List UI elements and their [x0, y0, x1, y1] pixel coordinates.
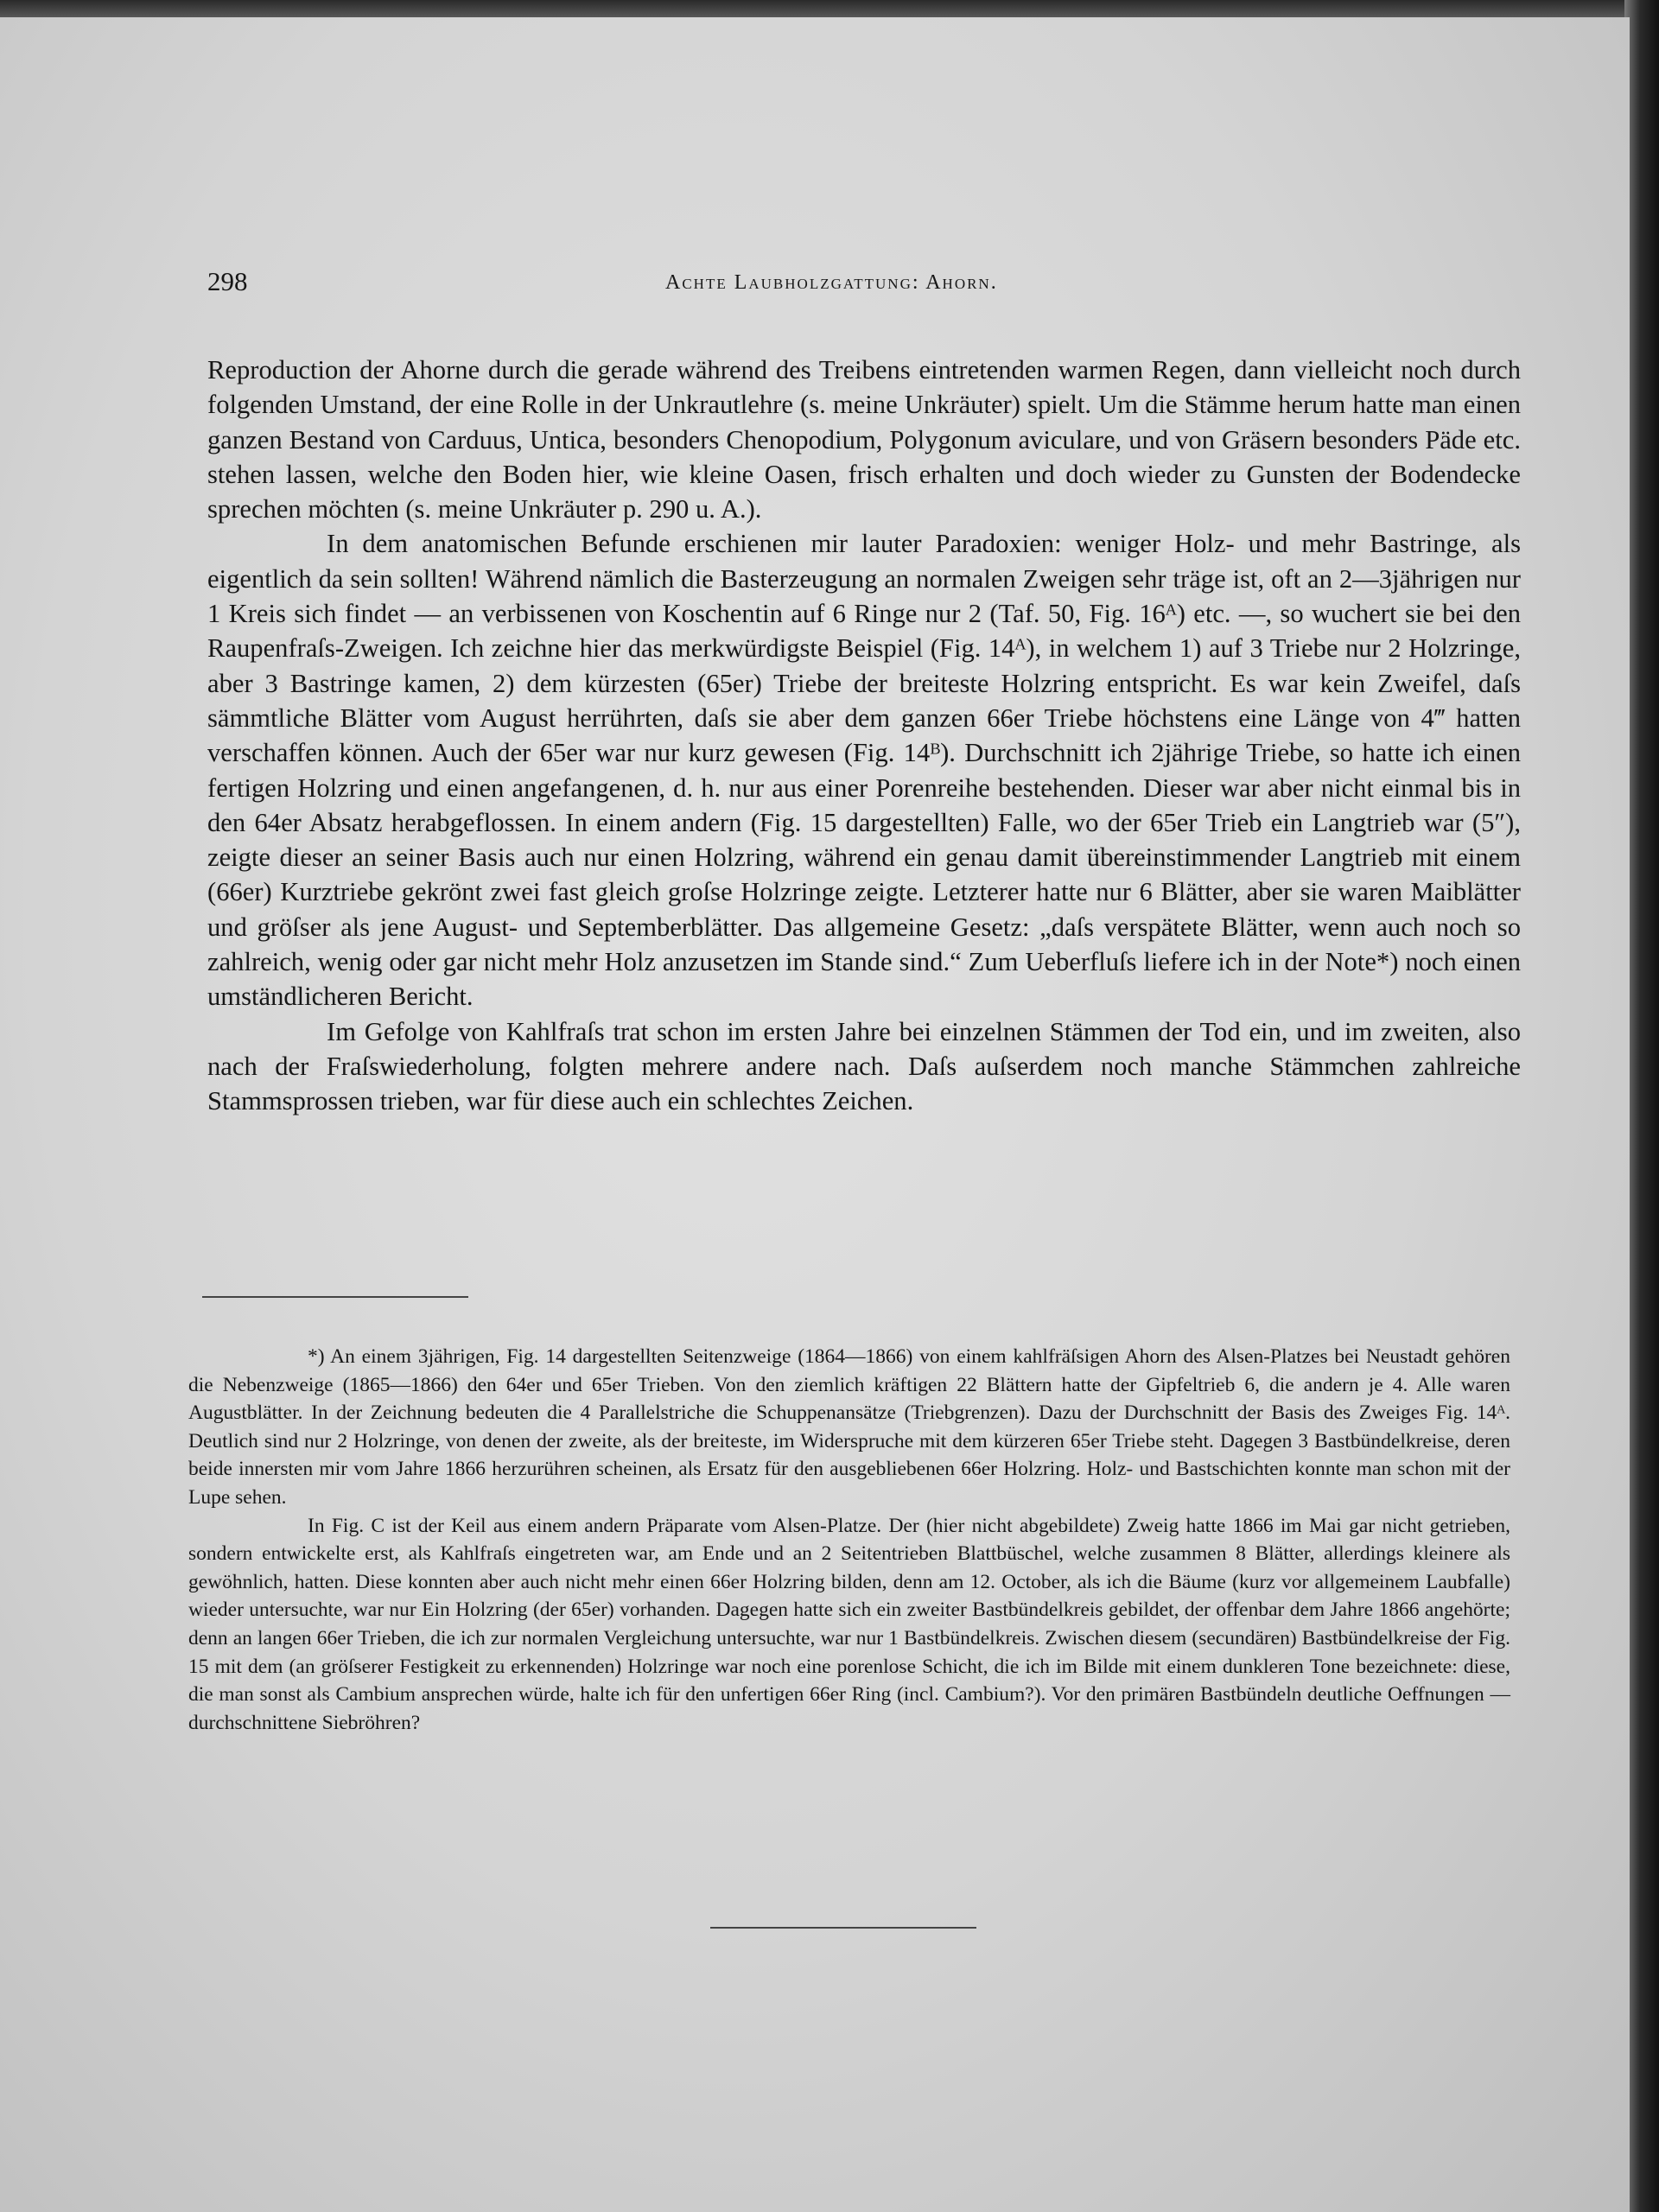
paragraph: Reproduction der Ahorne durch die gerade während des Treibens eintretenden warmen Regen, dann vielleicht noch durch folgenden Umstand, der eine Rolle in der Unkrautlehre (s. meine Unkräuter) spielt. Um die Stämme herum hatte man einen ganzen Bestand von Carduus, Untica, besonders Chenopodium, Polygonum aviculare, und von Gräsern besonders Päde etc. stehen lassen, welche den Boden hier, wie kleine Oasen, frisch erhalten und doch wieder zu Gunsten der Bodendecke sprechen möchten (s. meine Unkräuter p. 290 u. A.). — [207, 355, 1521, 524]
page-header — [207, 266, 1521, 306]
section-end-rule — [710, 1927, 976, 1929]
main-text — [207, 353, 1521, 1119]
book-page — [0, 17, 1630, 2212]
paragraph: Im Gefolge von Kahlfraſs trat schon im ersten Jahre bei einzelnen Stämmen der Tod ein, und im zweiten, also nach der Fraſswiederholung, folgten mehrere andere nach. Daſs auſserdem noch manche Stämmchen zahlreiche Stammsprossen trieben, war für diese auch ein schlechtes Zeichen. — [207, 1016, 1521, 1116]
footnotes — [188, 1343, 1510, 1737]
paragraph: In dem anatomischen Befunde erschienen mir lauter Paradoxien: weniger Holz- und mehr Bastringe, als eigentlich da sein sollten! Während nämlich die Basterzeugung an normalen Zweigen sehr träge ist, oft an 2—3jährigen nur 1 Kreis sich findet — an verbissenen von Koschentin auf 6 Ringe nur 2 (Taf. 50, Fig. 16ᴬ) etc. —, so wuchert sie bei den Raupenfraſs-Zweigen. Ich zeichne hier das merkwürdigste Beispiel (Fig. 14ᴬ), in welchem 1) auf 3 Triebe nur 2 Holzringe, aber 3 Bastringe kamen, 2) dem kürzesten (65er) Triebe der breiteste Holzring entspricht. Es war kein Zweifel, daſs sämmtliche Blätter vom August herrührten, daſs sie aber dem ganzen 66er Triebe höchstens eine Länge von 4‴ hatten verschaffen können. Auch der 65er war nur kurz gewesen (Fig. 14ᴮ). Durchschnitt ich 2jährige Triebe, so hatte ich einen fertigen Holzring und einen angefangenen, d. h. nur aus einer Porenreihe bestehenden. Dieser war aber nicht einmal bis in den 64er Absatz herabgeflossen. In einem andern (Fig. 15 dargestellten) Falle, wo der 65er Trieb ein Langtrieb war (5″), zeigte dieser an seiner Basis auch nur einen Holzring, während ein genau damit übereinstimmender Langtrieb mit einem (66er) Kurztriebe gekrönt zwei fast gleich groſse Holzringe zeigte. Letzterer hatte nur 6 Blätter, aber sie waren Maiblätter und gröſser als jene August- und Septemberblätter. Das allgemeine Gesetz: „daſs verspätete Blätter, wenn auch noch so zahlreich, wenig oder gar nicht mehr Holz anzusetzen im Stande sind.“ Zum Ueberfluſs liefere ich in der Note*) noch einen umständlicheren Bericht. — [207, 529, 1521, 1012]
running-head: Achte Laubholzgattung: Ahorn. — [665, 271, 998, 294]
footnote-divider — [202, 1296, 468, 1298]
page-number: 298 — [207, 266, 248, 296]
scan-right-edge — [1624, 0, 1659, 2212]
footnote-paragraph: *) An einem 3jährigen, Fig. 14 dargestellten Seitenzweige (1864—1866) von einem kahlfräſsigen Ahorn des Alsen-Platzes bei Neustadt gehören die Nebenzweige (1865—1866) den 64er und 65er Trieben. Von den ziemlich kräftigen 22 Blättern hatte der Gipfeltrieb 6, die andern je 4. Alle waren Augustblätter. In der Zeichnung bedeuten die 4 Parallelstriche die Schuppenansätze (Triebgrenzen). Dazu der Durchschnitt der Basis des Zweiges Fig. 14ᴬ. Deutlich sind nur 2 Holzringe, von denen der zweite, als der breiteste, im Widerspruche mit dem kürzeren 65er Triebe steht. Dagegen 3 Bastbündelkreise, deren beide innersten mir vom Jahre 1866 herzurühren scheinen, als Ersatz für den ausgebliebenen 66er Holzring. Holz- und Bastschichten konnte man schon mit der Lupe sehen. — [188, 1345, 1510, 1509]
footnote-paragraph: In Fig. C ist der Keil aus einem andern Präparate vom Alsen-Platze. Der (hier nicht abgebildete) Zweig hatte 1866 im Mai gar nicht getrieben, sondern entwickelte erst, als Kahlfraſs eingetreten war, am Ende und an 2 Seitentrieben Blattbüschel, welche zusammen 8 Blätter, allerdings kleinere als gewöhnlich, hatten. Diese konnten aber auch nicht mehr einen 66er Holzring bilden, denn am 12. October, als ich die Bäume (kurz vor allgemeinem Laubfalle) wieder untersuchte, war nur Ein Holzring (der 65er) vorhanden. Dagegen hatte sich ein zweiter Bastbündelkreis gebildet, der offenbar dem Jahre 1866 angehörte; denn an langen 66er Trieben, die ich zur normalen Vergleichung untersuchte, war nur 1 Bastbündelkreis. Zwischen diesem (secundären) Bastbündelkreise der Fig. 15 mit dem (an gröſserer Festigkeit zu erkennenden) Holzringe war noch eine porenlose Schicht, die ich im Bilde mit einem dunkleren Tone bezeichnete: diese, die man sonst als Cambium ansprechen würde, halte ich für den unfertigen 66er Ring (incl. Cambium?). Vor den primären Bastbündeln deutliche Oeffnungen — durchschnittene Siebröhren? — [188, 1514, 1510, 1734]
